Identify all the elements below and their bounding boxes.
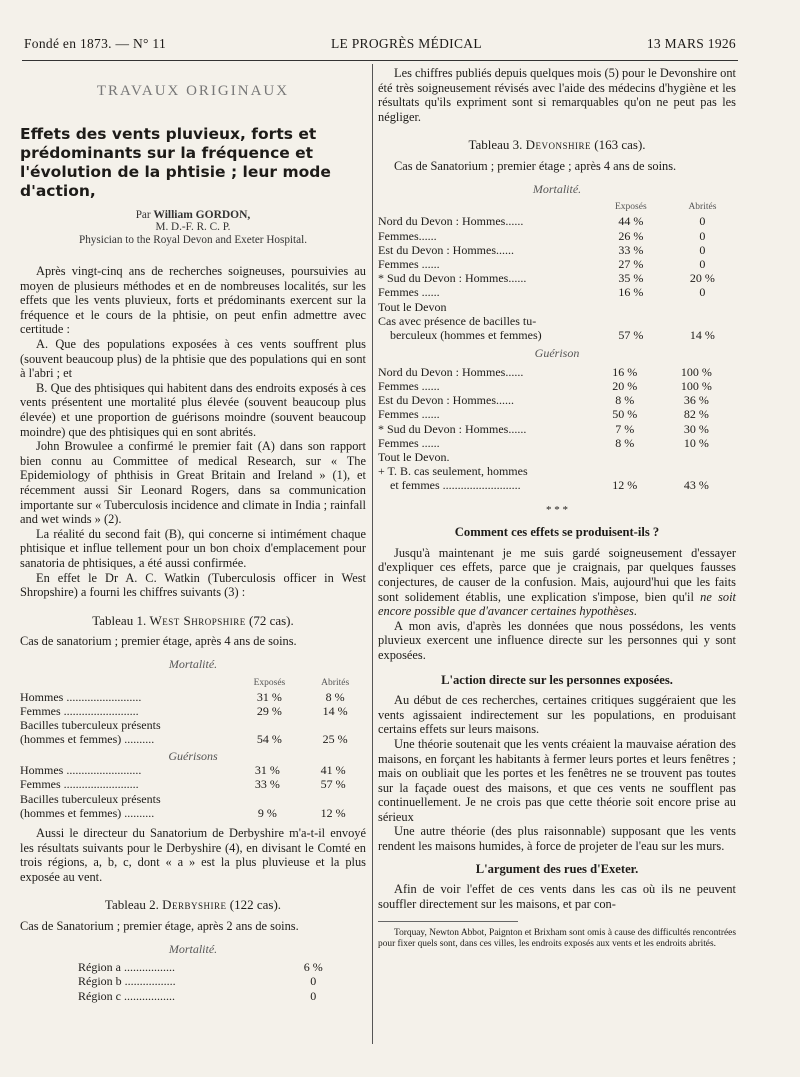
author-degrees: M. D.-F. R. C. P.	[155, 221, 231, 234]
running-header	[24, 34, 736, 54]
column-divider	[372, 64, 373, 1044]
table-1-subtitle: Cas de sanatorium ; premier étage, après 4 ans de soins.	[20, 634, 297, 649]
table-row: Cas avec présence de bacilles tu-	[378, 313, 537, 328]
table-3-title	[378, 138, 736, 153]
table-3-guerison-caption: Guérison	[534, 346, 580, 361]
table-row: Nord du Devon : Hommes...... 44 % 0	[378, 214, 706, 229]
col-exposes: Exposés	[614, 202, 647, 213]
left-column	[20, 66, 366, 1003]
table-row: Femmes ...... 20 % 100 %	[378, 378, 712, 393]
article-title: Effets des vents pluvieux, forts et prédominants sur la fréquence et l'évolution de la phtisie ; leur mode d'action,	[20, 124, 331, 200]
col-abrites: Abrités	[321, 677, 350, 688]
paragraph: Après vingt-cinq ans de recherches soigneuses, poursuivies au moyen de plusieurs méthodes et en de nombreuses localités, sur les effets que les vents pluvieux, forts et prédominants exercent sur la fréquence et le cours de la phtisie, on peut enfin admettre avec certitude :	[20, 264, 366, 337]
right-column	[378, 66, 736, 950]
paragraph: En effet le Dr A. C. Watkin (Tuberculosis officer in West Shropshire) a fourni les chiffres suivants (3) :	[20, 570, 366, 600]
table-2-subtitle: Cas de Sanatorium ; premier étage, après 2 ans de soins.	[20, 918, 299, 933]
table-row: Tout le Devon.	[378, 450, 450, 464]
paragraph: La réalité du second fait (B), qui concerne si intimément chaque phtisique et influe tellement pour un bon choix d'emplacement pour sanatoria de phtisiques, a été aussi confirmée.	[20, 526, 366, 570]
table-row: Région c ................. 0	[78, 988, 317, 1003]
table-1-mortality	[20, 676, 366, 747]
header-issue: Fondé en 1873. — N° 11	[24, 36, 166, 51]
table-1-title	[20, 614, 366, 629]
table-2-title	[20, 898, 366, 913]
table-2-count: (122 cas).	[229, 897, 282, 913]
table-row: Hommes ......................... 31 % 8 %	[20, 689, 345, 704]
table-row: Est du Devon : Hommes...... 33 % 0	[378, 242, 706, 257]
paragraph: A mon avis, d'après les données que nous possédons, les vents pluvieux exercent une influence directe sur les personnes qui y sont exposées.	[378, 618, 736, 662]
paragraph: Une autre théorie (des plus raisonnable) supposant que les vents rendent les maisons humides, à force de projeter de l'eau sur les murs.	[378, 824, 736, 854]
table-1-guerisons	[20, 763, 366, 820]
footnote: Torquay, Newton Abbot, Paignton et Brixham sont omis à cause des difficultés rencontrées pour fixer quels sont, dans ces villes, les endroits exposés aux vents et les endroits abrités.	[378, 928, 736, 950]
paragraph: Au début de ces recherches, certaines critiques suggéraient que les vents agissaient indirectement sur les populations, en produisant certains effets sur leurs maisons.	[378, 693, 736, 737]
table-row: Tout le Devon	[378, 299, 447, 314]
section-heading: Comment ces effets se produisent-ils ?	[454, 525, 660, 540]
paragraph: Jusqu'à maintenant je me suis gardé soigneusement d'essayer d'expliquer ces effets, parce que je craignais, par quelques fausses conjectures, de causer de la confusion. Mais, aujourd'hui que les faits sont solidement établis, une explication s'impose, bien qu'il ne soit encore possible que d'avancer certaines hypothèses.	[378, 545, 736, 619]
table-1-label: Tableau 1.	[92, 612, 147, 628]
table-1-count: (72 cas).	[248, 612, 294, 628]
table-row: Femmes ...... 50 % 82 %	[378, 407, 709, 422]
table-3-count: (163 cas).	[594, 137, 646, 153]
paragraph: B. Que des phtisiques qui habitent dans des endroits exposés à ces vents présentent une mortalité plus élevée (souvent beaucoup plus élevée) et une proportion de guérisons moindre (souvent beaucoup moindre) que des phtisiques qui en sont abrités.	[20, 380, 366, 439]
paragraph: Aussi le directeur du Sanatorium de Derbyshire m'a-t-il envoyé les résultats suivants pour le Derbyshire (4), en divisant le Comté en trois régions, a, b, c, dont « a » est la plus pluvieuse et la plus exposée au vent.	[20, 825, 366, 884]
table-row: * Sud du Devon : Hommes...... 7 % 30 %	[378, 421, 709, 436]
table-row: Région a ................. 6 %	[78, 960, 323, 975]
section-separator-stars: * * *	[546, 503, 568, 516]
header-date: 13 MARS 1926	[646, 36, 736, 51]
paragraph: John Browulee a confirmé le premier fait (A) dans son rapport bien connu au Committee of medical Research, sur « The Epidemiology of phthisis in Great Britain and Ireland » (1), et récemment aussi Sir Leonard Rogers, dans sa communication importante sur « Tuberculosis incidence and climate in India ; rainfall and wet winds » (2).	[20, 439, 366, 527]
table-3-guerison	[378, 365, 736, 493]
byline-by: Par	[135, 208, 151, 221]
table-row: (hommes et femmes) .......... 54 % 25 %	[20, 732, 348, 747]
table-row: (hommes et femmes) .......... 9 % 12 %	[20, 805, 346, 820]
table-3-subtitle: Cas de Sanatorium ; premier étage ; après 4 ans de soins.	[394, 158, 677, 173]
table-row: Femmes ......................... 33 % 57 %	[20, 777, 346, 792]
section-heading: L'action directe sur les personnes exposées.	[441, 672, 673, 687]
section-heading: L'argument des rues d'Exeter.	[475, 861, 639, 876]
table-row: Hommes ......................... 31 % 41 %	[20, 763, 346, 778]
paragraph: Afin de voir l'effet de ces vents dans les cas où ils ne peuvent souffler directement sur les maisons, et par con-	[378, 882, 736, 911]
header-rule	[22, 60, 738, 61]
byline	[20, 209, 366, 247]
table-row: + T. B. cas seulement, hommes	[378, 464, 528, 479]
table-row: et femmes .......................... 12 % 43 %	[390, 478, 709, 493]
footnote-rule	[378, 921, 518, 922]
table-1-name: West Shropshire	[149, 612, 246, 628]
table-row: Région b ................. 0	[78, 974, 317, 989]
table-2-label: Tableau 2.	[104, 897, 159, 913]
table-3-mortality	[378, 200, 736, 342]
table-2-mortality-caption: Mortalité.	[168, 941, 218, 956]
table-1-guerison-caption: Guérisons	[168, 748, 218, 763]
table-row: berculeux (hommes et femmes) 57 % 14 %	[390, 327, 715, 342]
col-exposes: Exposés	[253, 677, 286, 688]
author-name: William GORDON,	[153, 208, 251, 221]
paragraph: Une théorie soutenait que les vents créaient la mauvaise aération des maisons, en forçant les habitants à fermer leurs portes et leurs fenêtres ; mais on oubliait que les portes et les fenêtres ne se trouvent pas toutes sur la façade ouest des maisons, et que ces vents ne soufflent pas continuellement. Je ne crois pas que cette théorie soit encore prise au sérieux	[378, 736, 736, 824]
table-3-name: Devonshire	[525, 137, 592, 153]
table-3-label: Tableau 3.	[468, 137, 523, 153]
table-row: Femmes ......................... 29 % 14 %	[20, 703, 348, 718]
table-row: Nord du Devon : Hommes...... 16 % 100 %	[378, 364, 712, 379]
table-row: * Sud du Devon : Hommes...... 35 % 20 %	[378, 271, 715, 286]
section-rubric: TRAVAUX ORIGINAUX	[96, 83, 290, 99]
table-row: Est du Devon : Hommes...... 8 % 36 %	[378, 393, 709, 408]
table-2-mortality	[78, 960, 355, 1003]
table-row: Bacilles tuberculeux présents	[20, 718, 161, 733]
table-row: Femmes ...... 27 % 0	[378, 256, 706, 271]
table-2-name: Derbyshire	[162, 897, 227, 913]
table-1-mortality-caption: Mortalité.	[168, 656, 218, 671]
table-row: Femmes...... 26 % 0	[378, 228, 706, 243]
table-row: Bacilles tuberculeux présents	[20, 791, 161, 806]
paragraph: Les chiffres publiés depuis quelques mois (5) pour le Devonshire ont été très soigneusement révisés avec l'aide des médecins d'hygiène et les résultats qu'ils expriment sont si remarquables qu'on ne peut pas les négliger.	[378, 66, 736, 124]
table-row: Femmes ...... 16 % 0	[378, 285, 706, 300]
col-abrites: Abrités	[688, 202, 717, 213]
paragraph: A. Que des populations exposées à ces vents souffrent plus (souvent beaucoup plus) de la phtisie que des populations qui en sont à l'abri ; et	[20, 337, 366, 381]
author-affiliation: Physician to the Royal Devon and Exeter Hospital.	[78, 233, 308, 246]
table-row: Femmes ...... 8 % 10 %	[378, 435, 709, 450]
header-journal-title: LE PROGRÈS MÉDICAL	[330, 36, 482, 51]
table-3-mortality-caption: Mortalité.	[532, 181, 582, 196]
